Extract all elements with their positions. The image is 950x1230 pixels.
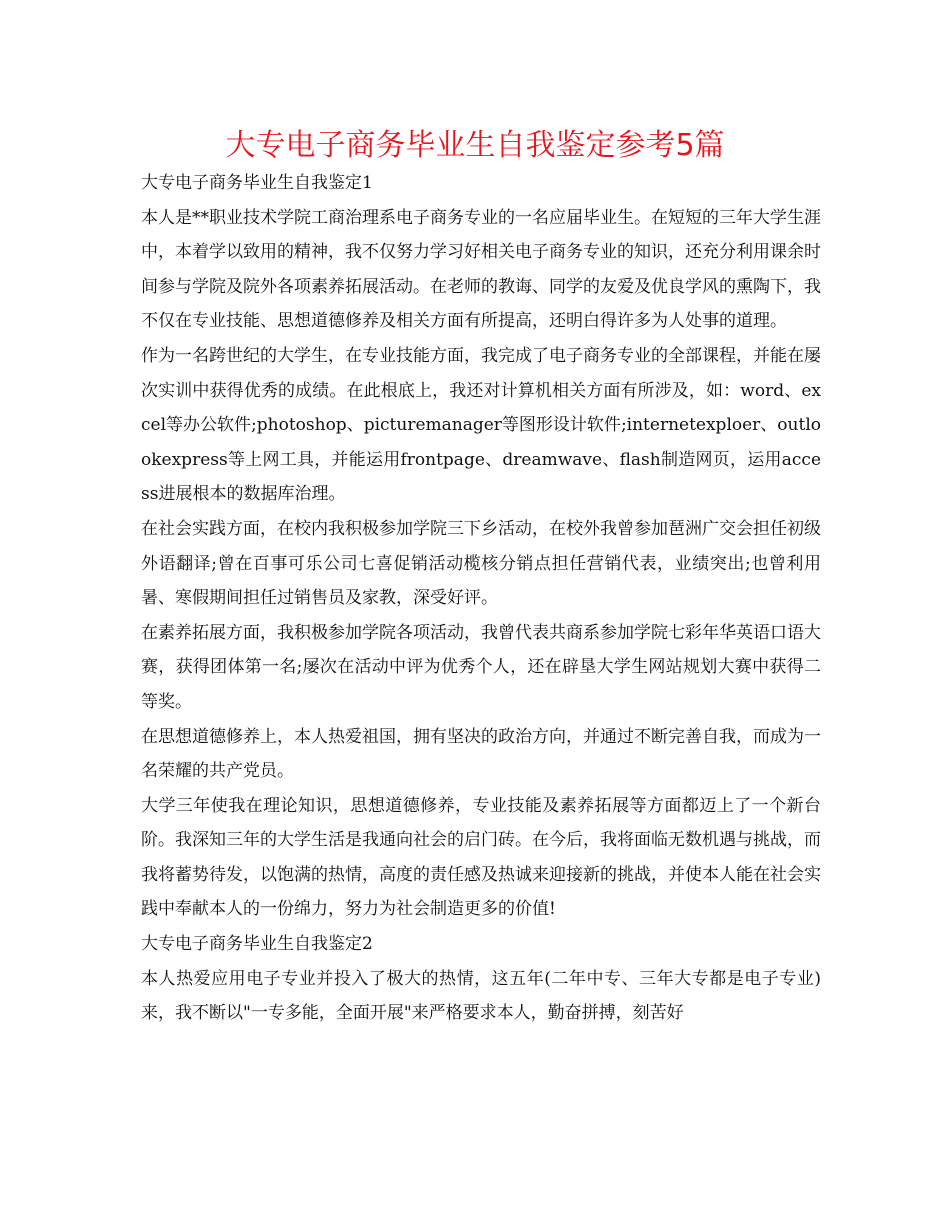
section-heading-1: 大专电子商务毕业生自我鉴定1 — [141, 173, 373, 193]
paragraph: 大学三年使我在理论知识，思想道德修养，专业技能及素养拓展等方面都迈上了一个新台阶。我深知三年的大学生活是我通向社会的启门砖。在今后，我将面临无数机遇与挑战，而我将蓄势待发，以饱满的热情，高度的责任感及热诚来迎接新的挑战，并使本人能在社会实践中奉献本人的一份绵力，努力为社会制造更多的价值! — [141, 795, 821, 920]
document-title: 大专电子商务毕业生自我鉴定参考5篇 — [225, 128, 725, 163]
document-body — [141, 166, 821, 1031]
section-heading-2: 大专电子商务毕业生自我鉴定2 — [141, 934, 373, 955]
paragraph: 在素养拓展方面，我积极参加学院各项活动，我曾代表共商系参加学院七彩年华英语口语大赛，获得团体第一名;屡次在活动中评为优秀个人，还在辟垦大学生网站规划大赛中获得二等奖。 — [141, 622, 821, 712]
paragraph: 在社会实践方面，在校内我积极参加学院三下乡活动，在校外我曾参加琶洲广交会担任初级外语翻译;曾在百事可乐公司七喜促销活动榄核分销点担任营销代表，业绩突出;也曾利用暑、寒假期间担任过销售员及家教，深受好评。 — [141, 518, 821, 609]
paragraph: 作为一名跨世纪的大学生，在专业技能方面，我完成了电子商务专业的全部课程，并能在屡次实训中获得优秀的成绩。在此根底上，我还对计算机相关方面有所涉及，如：word、excel等办公软件;photoshop、picturemanager等图形设计软件;internetexploer、outlookexpress等上网工具，并能运用frontpage、dreamwave、flash制造网页，运用access进展根本的数据库治理。 — [141, 345, 821, 505]
paragraph: 本人热爱应用电子专业并投入了极大的热情，这五年(二年中专、三年大专都是电子专业)来，我不断以"一专多能，全面开展"来严格要求本人，勤奋拼搏，刻苦好 — [141, 968, 821, 1024]
paragraph: 在思想道德修养上，本人热爱祖国，拥有坚决的政治方向，并通过不断完善自我，而成为一名荣耀的共产党员。 — [141, 726, 821, 782]
paragraph: 本人是**职业技术学院工商治理系电子商务专业的一名应届毕业生。在短短的三年大学生涯中，本着学以致用的精神，我不仅努力学习好相关电子商务专业的知识，还充分利用课余时间参与学院及院外各项素养拓展活动。在老师的教诲、同学的友爱及优良学风的熏陶下，我不仅在专业技能、思想道德修养及相关方面有所提高，还明白得许多为人处事的道理。 — [141, 207, 821, 332]
